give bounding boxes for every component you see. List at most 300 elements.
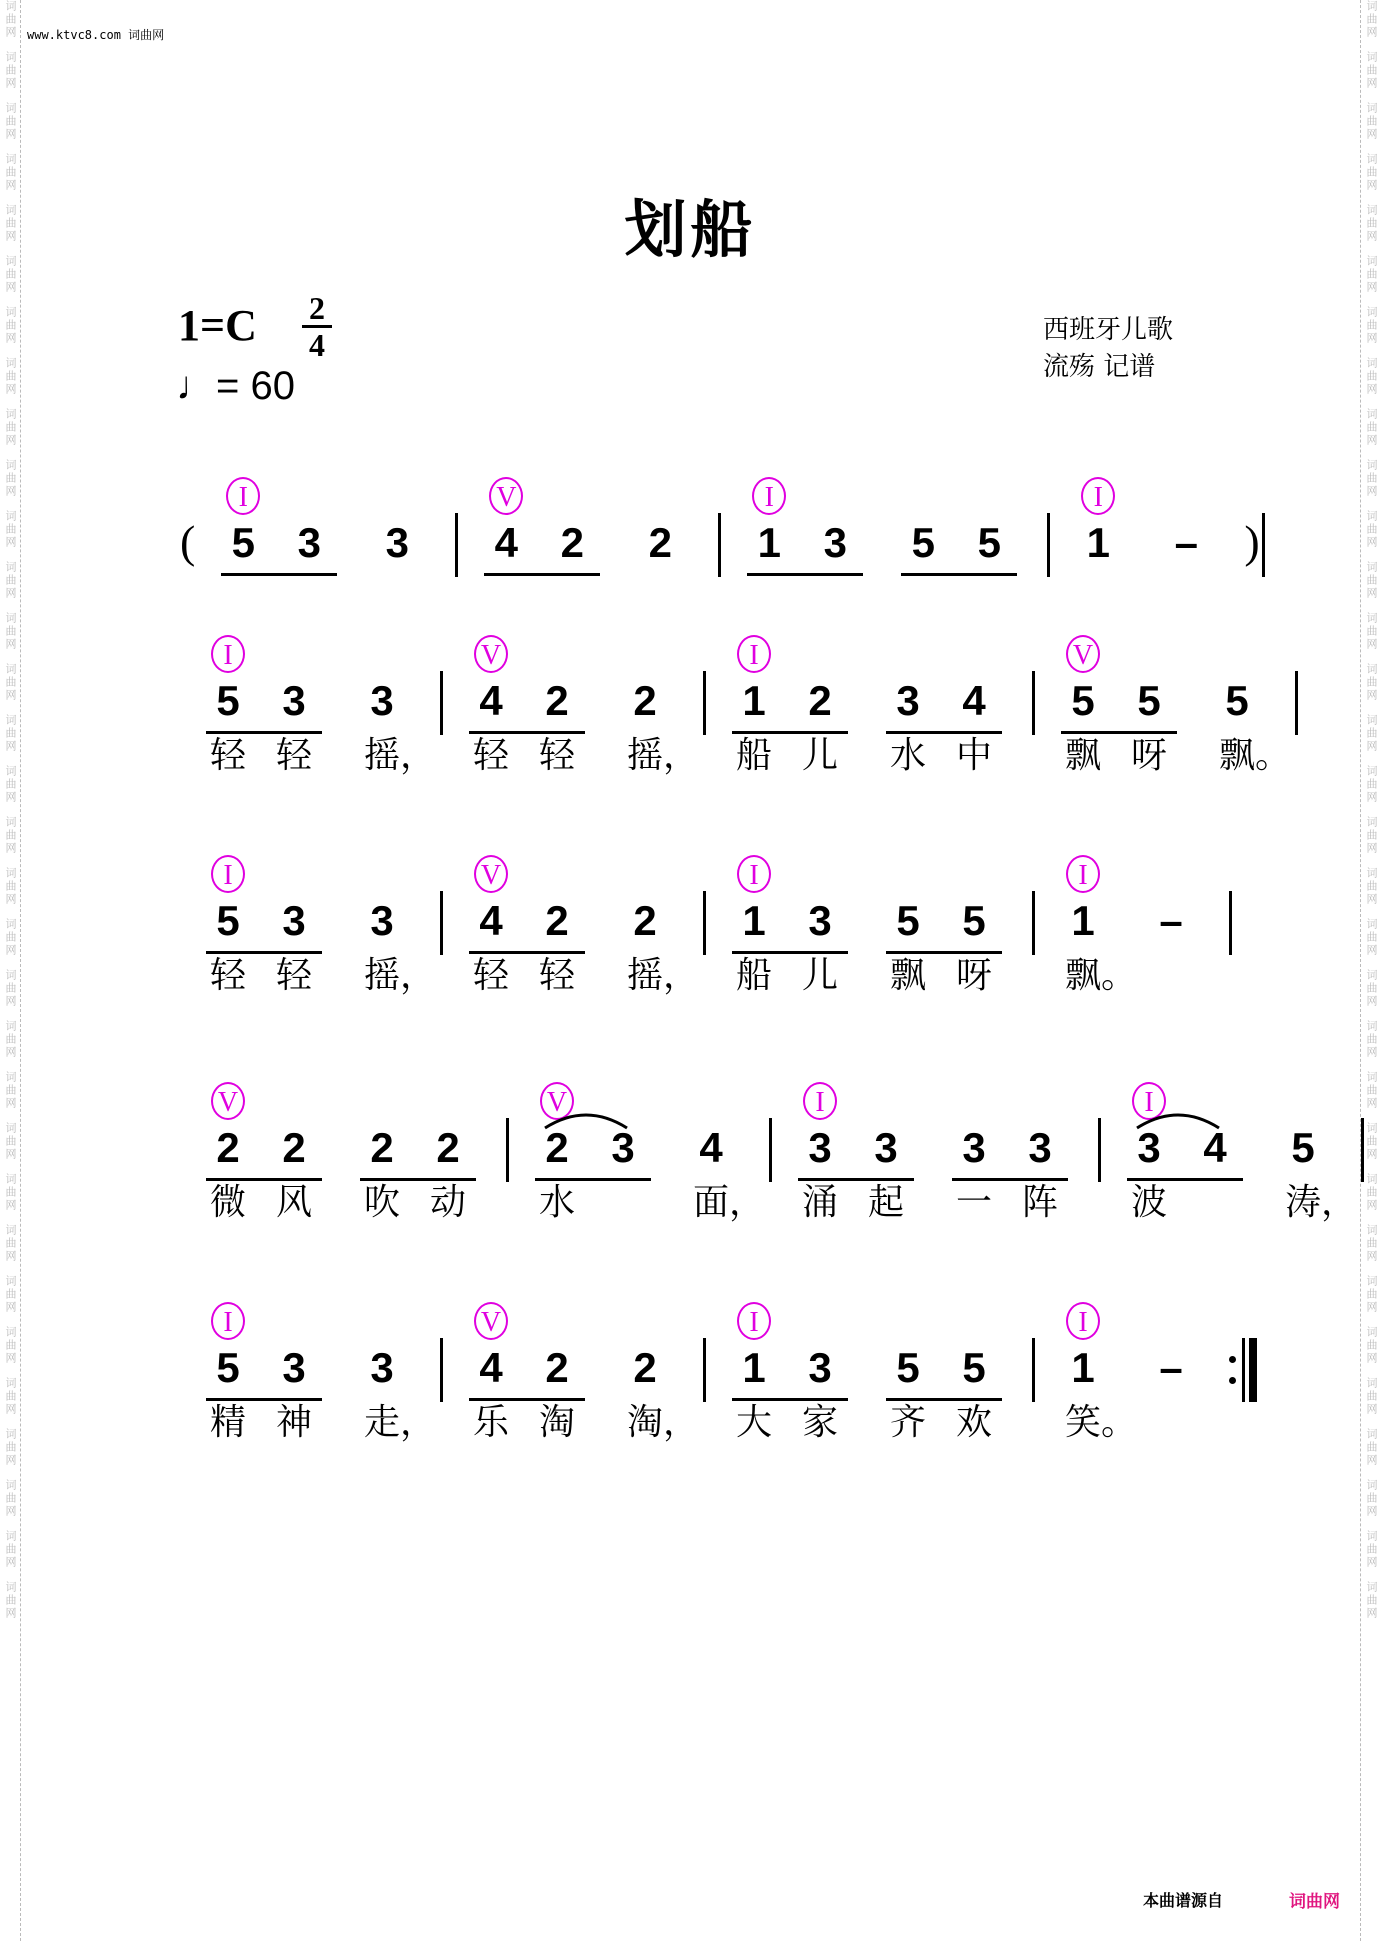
measure [706,1300,1032,1470]
side-watermark-text: 词曲网 [1365,1581,1378,1620]
note-cell [352,853,437,1023]
lyric: 儿 [802,955,839,996]
note: 5 [962,1344,986,1391]
note: 2 [545,1344,569,1391]
beat [724,1300,856,1470]
lyric: 吹 [364,1182,401,1223]
lyric: 大 [736,1402,773,1443]
beat [1068,475,1134,645]
note: 3 [297,519,321,566]
chord-marker: I [803,1082,837,1120]
beat [739,475,871,645]
side-watermark-text: 词曲网 [4,1020,17,1059]
lyric: 齐 [890,1402,927,1443]
measure [1035,853,1229,1023]
note-cell [878,633,944,803]
score-row [180,633,1292,803]
note: 1 [742,897,766,944]
side-watermark-text: 词曲网 [1365,408,1378,447]
lyric: 笑。 [1065,1402,1138,1443]
note-cell [615,1300,700,1470]
measure [509,1080,769,1250]
note: 3 [808,1124,832,1171]
side-watermark-text: 词曲网 [1365,561,1378,600]
score-row [180,1300,1210,1470]
side-watermark-text: 词曲网 [1365,1173,1378,1212]
side-watermark-text: 词曲网 [1365,1224,1378,1263]
note-cell [739,475,805,645]
note-cell [724,633,790,803]
note-cell [279,475,345,645]
note-cell [264,1300,330,1470]
key-signature: 1=C [178,301,257,350]
lyric: 微 [210,1182,247,1223]
lyric: 飘。 [1065,955,1138,996]
side-watermark-text: 词曲网 [1365,1122,1378,1161]
side-watermark-text: 词曲网 [4,1428,17,1467]
lyric: 轻 [210,735,247,776]
beat [681,1080,766,1250]
side-watermark-text: 词曲网 [1365,1530,1378,1569]
side-watermark-text: 词曲网 [4,867,17,906]
side-watermark-text: 词曲网 [1365,612,1378,651]
note: 3 [282,677,306,724]
note: 5 [231,519,255,566]
barline [1361,1118,1364,1182]
note: 4 [1203,1124,1227,1171]
side-watermark-text: 词曲网 [1365,1275,1378,1314]
beat [461,853,593,1023]
note-cell [352,1080,418,1250]
lyric: 摇， [364,955,437,996]
lyric: 风 [276,1182,313,1223]
lyric: 神 [276,1402,313,1443]
footer-brand-link[interactable]: 词曲网 [1289,1892,1340,1912]
time-signature [302,292,332,361]
note-cell [461,853,527,1023]
note-cell [476,475,542,645]
close-paren: ) [1244,516,1260,567]
note: 3 [1028,1124,1052,1171]
note: 5 [1225,677,1249,724]
lyric: 飘。 [1219,735,1292,776]
note-cell [1053,1300,1138,1470]
chord-marker: I [1132,1082,1166,1120]
chord-marker: I [1066,1302,1100,1340]
beat [878,633,1010,803]
side-watermark-text: 词曲网 [1365,1479,1378,1518]
note: 2 [648,519,672,566]
side-watermark-text: 词曲网 [4,1479,17,1518]
beat [527,1080,659,1250]
measure [1050,475,1262,645]
tempo-value: = 60 [216,364,295,408]
measure [443,1300,703,1470]
right-watermark-strip [1360,0,1381,1941]
lyric: 淘， [627,1402,700,1443]
note-cell [1141,853,1207,1023]
measure [772,1080,1098,1250]
side-watermark-text: 词曲网 [1365,714,1378,753]
tie-arc [1133,1110,1223,1130]
time-signature-top: 2 [309,290,325,326]
note: 3 [370,1344,394,1391]
side-watermark-text: 词曲网 [1365,1326,1378,1365]
side-watermark-text: 词曲网 [4,102,17,141]
thick-barline [1249,1338,1257,1402]
measure [180,633,440,803]
note-cell [1119,633,1185,803]
measure [706,633,1032,803]
tempo [176,364,295,409]
beat [1141,853,1207,1023]
chord-marker: I [226,477,260,515]
measure [195,475,455,645]
note: – [1174,519,1198,566]
note-cell [944,1300,1010,1470]
chord-marker: V [474,855,508,893]
beat [352,853,437,1023]
beat [461,633,593,803]
note: 3 [370,897,394,944]
note: 2 [633,1344,657,1391]
side-watermark-text: 词曲网 [4,918,17,957]
time-signature-bottom: 4 [309,327,325,363]
beat [198,1080,330,1250]
note-cell [790,1080,856,1250]
lyric: 动 [430,1182,467,1223]
note-cell [1053,853,1138,1023]
beat [352,1300,437,1470]
side-watermark-text: 词曲网 [4,1581,17,1620]
note: 3 [874,1124,898,1171]
footer-source-label: 本曲谱源自 [1143,1891,1224,1910]
beat [1141,1300,1207,1470]
chord-marker: V [211,1082,245,1120]
note-cell [681,1080,766,1250]
lyric: 面， [693,1182,766,1223]
note-cell [418,1080,484,1250]
beat [352,633,437,803]
note-cell [264,853,330,1023]
lyric: 飘 [890,955,927,996]
note-cell [527,1300,593,1470]
note: 5 [977,519,1001,566]
side-watermark-text: 词曲网 [4,408,17,447]
side-watermark-text: 词曲网 [1365,510,1378,549]
side-watermark-text: 词曲网 [4,816,17,855]
note-cell [856,1080,922,1250]
lyric: 轻 [276,735,313,776]
note: – [1159,897,1183,944]
note: 4 [494,519,518,566]
transcriber: 流殇 记谱 [1043,352,1156,382]
side-watermark-text: 词曲网 [1365,153,1378,192]
note-cell [542,475,608,645]
note-cell [461,1300,527,1470]
score-row [180,475,1260,645]
note: 1 [742,1344,766,1391]
note: 1 [1071,897,1095,944]
beat [944,1080,1076,1250]
note: 2 [370,1124,394,1171]
note: 3 [962,1124,986,1171]
lyric: 摇， [364,735,437,776]
chord-marker: I [211,635,245,673]
side-watermark-text: 词曲网 [1365,51,1378,90]
note-cell [878,853,944,1023]
beat [630,475,696,645]
lyric: 呀 [956,955,993,996]
beat [615,1300,700,1470]
beat [198,853,330,1023]
note: 3 [611,1124,635,1171]
chord-marker: I [737,1302,771,1340]
chord-marker: V [489,477,523,515]
beat [1053,1300,1138,1470]
side-watermark-text: 词曲网 [4,561,17,600]
note-cell [944,853,1010,1023]
side-watermark-text: 词曲网 [1365,816,1378,855]
chord-marker: I [752,477,786,515]
note-cell [724,853,790,1023]
song-info [1043,312,1173,386]
note-cell [352,1300,437,1470]
note-cell [1141,1300,1207,1470]
beat [724,853,856,1023]
chord-marker: V [1066,635,1100,673]
note: 1 [1086,519,1110,566]
side-watermark-text: 词曲网 [4,357,17,396]
lyric: 轻 [473,955,510,996]
note: 4 [479,897,503,944]
side-watermark-text: 词曲网 [4,1377,17,1416]
measure [1035,633,1295,803]
note-cell [805,475,871,645]
note-cell [1207,633,1292,803]
chord-marker: V [474,635,508,673]
note-cell [1119,1080,1185,1250]
note: 1 [1071,1344,1095,1391]
beat [198,1300,330,1470]
thin-barline [1242,1338,1245,1402]
lyric: 水 [539,1182,576,1223]
note-cell [893,475,959,645]
lyric: 轻 [539,735,576,776]
note: 2 [633,897,657,944]
lyric: 阵 [1022,1182,1059,1223]
side-watermark-text: 词曲网 [1365,663,1378,702]
measure [443,853,703,1023]
side-watermark-text: 词曲网 [4,153,17,192]
measure [458,475,718,645]
note-cell [264,633,330,803]
beat [724,633,856,803]
note-cell [1273,1080,1358,1250]
side-watermark-text: 词曲网 [4,1071,17,1110]
note-cell [790,853,856,1023]
side-watermark-text: 词曲网 [1365,1020,1378,1059]
side-watermark-text: 词曲网 [1365,102,1378,141]
note: 3 [896,677,920,724]
note-cell [198,633,264,803]
site-label: www.ktvc8.com 词曲网 [27,28,165,42]
note-cell [198,1080,264,1250]
note: 5 [1291,1124,1315,1171]
note: 2 [560,519,584,566]
note-cell [630,475,696,645]
note-cell [790,1300,856,1470]
side-watermark-text: 词曲网 [4,459,17,498]
lyric: 涌 [802,1182,839,1223]
beat [1273,1080,1358,1250]
beat [1053,633,1185,803]
note-cell [1156,475,1222,645]
beat [461,1300,593,1470]
chord-marker: V [474,1302,508,1340]
lyric: 呀 [1131,735,1168,776]
side-watermark-text: 词曲网 [1365,969,1378,1008]
lyric: 轻 [210,955,247,996]
lyric: 起 [868,1182,905,1223]
measure [180,853,440,1023]
lyric: 水 [890,735,927,776]
note: 5 [216,677,240,724]
side-watermark-text: 词曲网 [1365,867,1378,906]
note: 2 [633,677,657,724]
measure [1101,1080,1361,1250]
measure [180,1080,506,1250]
chord-marker: V [540,1082,574,1120]
left-watermark-strip [0,0,21,1941]
measure [443,633,703,803]
beat [1053,853,1138,1023]
side-watermark-text: 词曲网 [4,1530,17,1569]
barline [1229,891,1232,955]
side-watermark-text: 词曲网 [4,306,17,345]
measure [180,1300,440,1470]
note-cell [944,1080,1010,1250]
barline [1262,513,1265,577]
side-watermark-text: 词曲网 [1365,765,1378,804]
note-cell [615,853,700,1023]
lyric: 淘 [539,1402,576,1443]
note: 5 [896,897,920,944]
chord-marker: I [211,855,245,893]
lyric: 精 [210,1402,247,1443]
lyric: 欢 [956,1402,993,1443]
note: 3 [823,519,847,566]
side-watermark-text: 词曲网 [4,714,17,753]
side-watermark-text: 词曲网 [1365,255,1378,294]
note: 2 [545,897,569,944]
note: 3 [1137,1124,1161,1171]
side-watermark-text: 词曲网 [1365,204,1378,243]
side-watermark-text: 词曲网 [4,765,17,804]
beat [615,633,700,803]
side-watermark-text: 词曲网 [4,51,17,90]
barline [1295,671,1298,735]
lyric: 轻 [539,955,576,996]
note-cell [1068,475,1134,645]
side-watermark-text: 词曲网 [4,969,17,1008]
beat [893,475,1025,645]
note: 5 [1071,677,1095,724]
score-row [180,1080,1358,1250]
note-cell [264,1080,330,1250]
side-watermark-text: 词曲网 [1365,918,1378,957]
open-paren: ( [180,516,196,567]
note: 4 [699,1124,723,1171]
note: 2 [436,1124,460,1171]
note: 2 [545,1124,569,1171]
measure [1035,1300,1229,1470]
lyric: 家 [802,1402,839,1443]
beat [352,1080,484,1250]
beat [213,475,345,645]
note-cell [1185,1080,1251,1250]
note: 4 [479,1344,503,1391]
note: 2 [216,1124,240,1171]
chord-marker: I [1081,477,1115,515]
repeat-dots [1229,1356,1236,1384]
origin: 西班牙儿歌 [1043,315,1174,345]
side-watermark-text: 词曲网 [4,510,17,549]
note-cell [527,1080,593,1250]
lyric: 飘 [1065,735,1102,776]
note-cell [367,475,433,645]
note-cell [1010,1080,1076,1250]
score-row [180,853,1210,1023]
lyric: 中 [956,735,993,776]
beat [1207,633,1292,803]
note: 3 [370,677,394,724]
chord-marker: I [737,635,771,673]
side-watermark-text: 词曲网 [4,1224,17,1263]
note-cell [213,475,279,645]
side-watermark-text: 词曲网 [4,1275,17,1314]
measure [706,853,1032,1023]
note: 3 [385,519,409,566]
side-watermark-text: 词曲网 [1365,306,1378,345]
note: 5 [216,897,240,944]
note-cell [1053,633,1119,803]
note: 4 [479,677,503,724]
lyric: 涛， [1285,1182,1358,1223]
beat [1119,1080,1251,1250]
side-watermark-text: 词曲网 [1365,0,1378,39]
side-watermark-text: 词曲网 [4,612,17,651]
end-repeat-barline [1229,1338,1257,1402]
lyric: 摇， [627,735,700,776]
note-cell [352,633,437,803]
note-cell [198,1300,264,1470]
side-watermark-text: 词曲网 [1365,1071,1378,1110]
quarter-note-icon: ♩ [176,364,216,408]
chord-marker: I [211,1302,245,1340]
note-cell [527,633,593,803]
beat [615,853,700,1023]
tie-arc [541,1110,631,1130]
note: 2 [808,677,832,724]
note-cell [790,633,856,803]
song-title: 划船 [624,193,757,266]
note: 2 [282,1124,306,1171]
lyric: 儿 [802,735,839,776]
note: 5 [962,897,986,944]
note: 3 [282,1344,306,1391]
measure [721,475,1047,645]
